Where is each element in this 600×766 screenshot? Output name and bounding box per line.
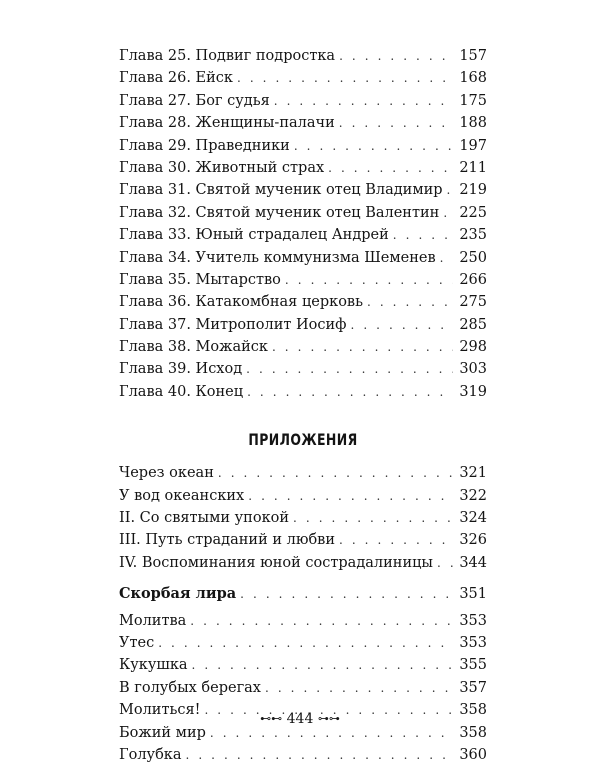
- toc-entry-page: 358: [459, 724, 487, 741]
- toc-entry: [119, 314, 487, 336]
- toc-entry: [119, 336, 487, 358]
- toc-entry-page: 322: [459, 487, 487, 504]
- toc-entry: [119, 552, 487, 574]
- toc-entry: [119, 610, 487, 632]
- toc-entry-page: 344: [459, 554, 487, 571]
- toc-entry-page: 303: [459, 361, 487, 378]
- toc-entry-page: 326: [459, 532, 487, 549]
- dot-leader: [272, 336, 453, 358]
- dot-leader: [192, 654, 453, 676]
- toc-entry-title: IV. Воспоминания юной сострадалиницы: [119, 554, 433, 571]
- dot-leader: [437, 552, 453, 574]
- dot-leader: [248, 485, 453, 507]
- toc-entry-page: 275: [459, 294, 487, 311]
- section-gap: [119, 574, 487, 583]
- dot-leader: [447, 179, 453, 201]
- toc-entry-title: Глава 27. Бог судья: [119, 92, 270, 109]
- toc-entry-page: 351: [459, 586, 487, 603]
- toc-entry: [119, 202, 487, 224]
- toc-entry-title: Глава 38. Можайск: [119, 339, 268, 356]
- toc-entry-title: Голубка: [119, 746, 182, 763]
- toc-entry-page: 157: [459, 48, 487, 64]
- dot-leader: [351, 314, 454, 336]
- toc-entry: [119, 90, 487, 112]
- toc-entry-page: 298: [459, 339, 487, 356]
- dot-leader: [274, 90, 453, 112]
- dot-leader: [240, 583, 453, 605]
- toc-entry-page: 321: [459, 465, 487, 482]
- toc-entry-page: 175: [459, 92, 487, 109]
- dot-leader: [247, 381, 453, 403]
- toc-entry-title: Глава 31. Святой мученик отец Владимир: [119, 182, 443, 199]
- toc-entry: [119, 224, 487, 246]
- toc-entry-page: 168: [459, 70, 487, 87]
- table-of-contents: [119, 45, 487, 766]
- toc-entry: [119, 677, 487, 699]
- dot-leader: [190, 610, 453, 632]
- toc-entry: [119, 179, 487, 201]
- toc-entry-title: Глава 25. Подвиг подростка: [119, 48, 336, 64]
- toc-entry-page: 219: [459, 182, 487, 199]
- toc-entry: [119, 358, 487, 380]
- toc-entry: [119, 529, 487, 551]
- toc-entry-title: Утес: [119, 634, 155, 651]
- toc-entry: [119, 157, 487, 179]
- toc-entry-title: Глава 32. Святой мученик отец Валентин: [119, 204, 440, 221]
- toc-entry-title: Глава 29. Праведники: [119, 137, 290, 154]
- toc-entry: [119, 485, 487, 507]
- dot-leader: [328, 157, 453, 179]
- toc-entry-page: 358: [459, 702, 487, 719]
- dot-leader: [339, 45, 453, 67]
- toc-entry: [119, 381, 487, 403]
- toc-entry: [119, 507, 487, 529]
- toc-entry: [119, 654, 487, 676]
- dot-leader: [218, 462, 453, 484]
- toc-entry: [119, 67, 487, 89]
- dot-leader: [367, 291, 453, 313]
- ornament-left-icon: ⊷⊷: [260, 712, 283, 725]
- toc-entry-title: Глава 36. Катакомбная церковь: [119, 294, 363, 311]
- page-footer: [0, 708, 600, 730]
- ornament-right-icon: ⊶⊶: [317, 712, 340, 725]
- page-number: 444: [286, 711, 314, 727]
- toc-entry-page: 324: [459, 510, 487, 527]
- toc-entry-title: Глава 33. Юный страдалец Андрей: [119, 227, 389, 244]
- dot-leader: [440, 247, 453, 269]
- toc-entry-page: 266: [459, 271, 487, 288]
- toc-entry: [119, 462, 487, 484]
- toc-entry-page: 353: [459, 634, 487, 651]
- toc-entry-title: Глава 30. Животный страх: [119, 159, 325, 176]
- toc-entry-page: 250: [459, 249, 487, 266]
- dot-leader: [339, 529, 453, 551]
- toc-entry: [119, 45, 487, 67]
- dot-leader: [237, 67, 453, 89]
- toc-entry: [119, 291, 487, 313]
- dot-leader: [339, 112, 453, 134]
- toc-entry-title: Глава 40. Конец: [119, 383, 244, 400]
- toc-entry: [119, 744, 487, 766]
- toc-entry-title: Глава 28. Женщины-палачи: [119, 115, 335, 132]
- toc-entry-page: 360: [459, 746, 487, 763]
- toc-entry-page: 285: [459, 316, 487, 333]
- toc-entry-page: 188: [459, 115, 487, 132]
- dot-leader: [265, 677, 453, 699]
- toc-entry-title: Кукушка: [119, 657, 188, 674]
- dot-leader: [158, 632, 453, 654]
- toc-entry-page: 353: [459, 612, 487, 629]
- toc-entry-title: Глава 39. Исход: [119, 361, 243, 378]
- toc-entry-title: В голубых берегах: [119, 679, 261, 696]
- toc-entry-title: Божий мир: [119, 724, 206, 741]
- toc-entry: [119, 135, 487, 157]
- toc-entry-page: 235: [459, 227, 487, 244]
- dot-leader: [246, 358, 453, 380]
- toc-entry: [119, 247, 487, 269]
- dot-leader: [186, 744, 453, 766]
- chapter-list: [119, 45, 487, 403]
- toc-entry: [119, 269, 487, 291]
- toc-entry-page: 197: [459, 137, 487, 154]
- dot-leader: [294, 135, 453, 157]
- appendix-heading: ПРИЛОЖЕНИЯ: [248, 430, 358, 450]
- toc-entry-title: Глава 26. Ейск: [119, 70, 233, 87]
- toc-entry-title: Глава 37. Митрополит Иосиф: [119, 316, 347, 333]
- toc-entry: [119, 632, 487, 654]
- dot-leader: [443, 202, 453, 224]
- toc-entry: [119, 112, 487, 134]
- toc-entry-title: Молитва: [119, 612, 187, 629]
- toc-entry-page: 319: [459, 383, 487, 400]
- toc-entry-title: Скорбая лира: [119, 585, 237, 603]
- toc-entry-title: Молиться!: [119, 702, 201, 719]
- toc-entry-page: 211: [459, 159, 487, 176]
- toc-entry-title: Глава 35. Мытарство: [119, 271, 281, 288]
- toc-entry-page: 357: [459, 679, 487, 696]
- dot-leader: [393, 224, 453, 246]
- toc-entry-title: У вод океанских: [119, 487, 245, 504]
- toc-entry-title: Через океан: [119, 465, 214, 482]
- toc-entry-page: 355: [459, 657, 487, 674]
- dot-leader: [285, 269, 453, 291]
- toc-entry-title: II. Со святыми упокой: [119, 510, 290, 527]
- toc-entry-lyre: [119, 583, 487, 605]
- toc-entry-title: III. Путь страданий и любви: [119, 532, 336, 549]
- toc-entry-title: Глава 34. Учитель коммунизма Шеменев: [119, 249, 436, 266]
- toc-entry-page: 225: [459, 204, 487, 221]
- dot-leader: [293, 507, 453, 529]
